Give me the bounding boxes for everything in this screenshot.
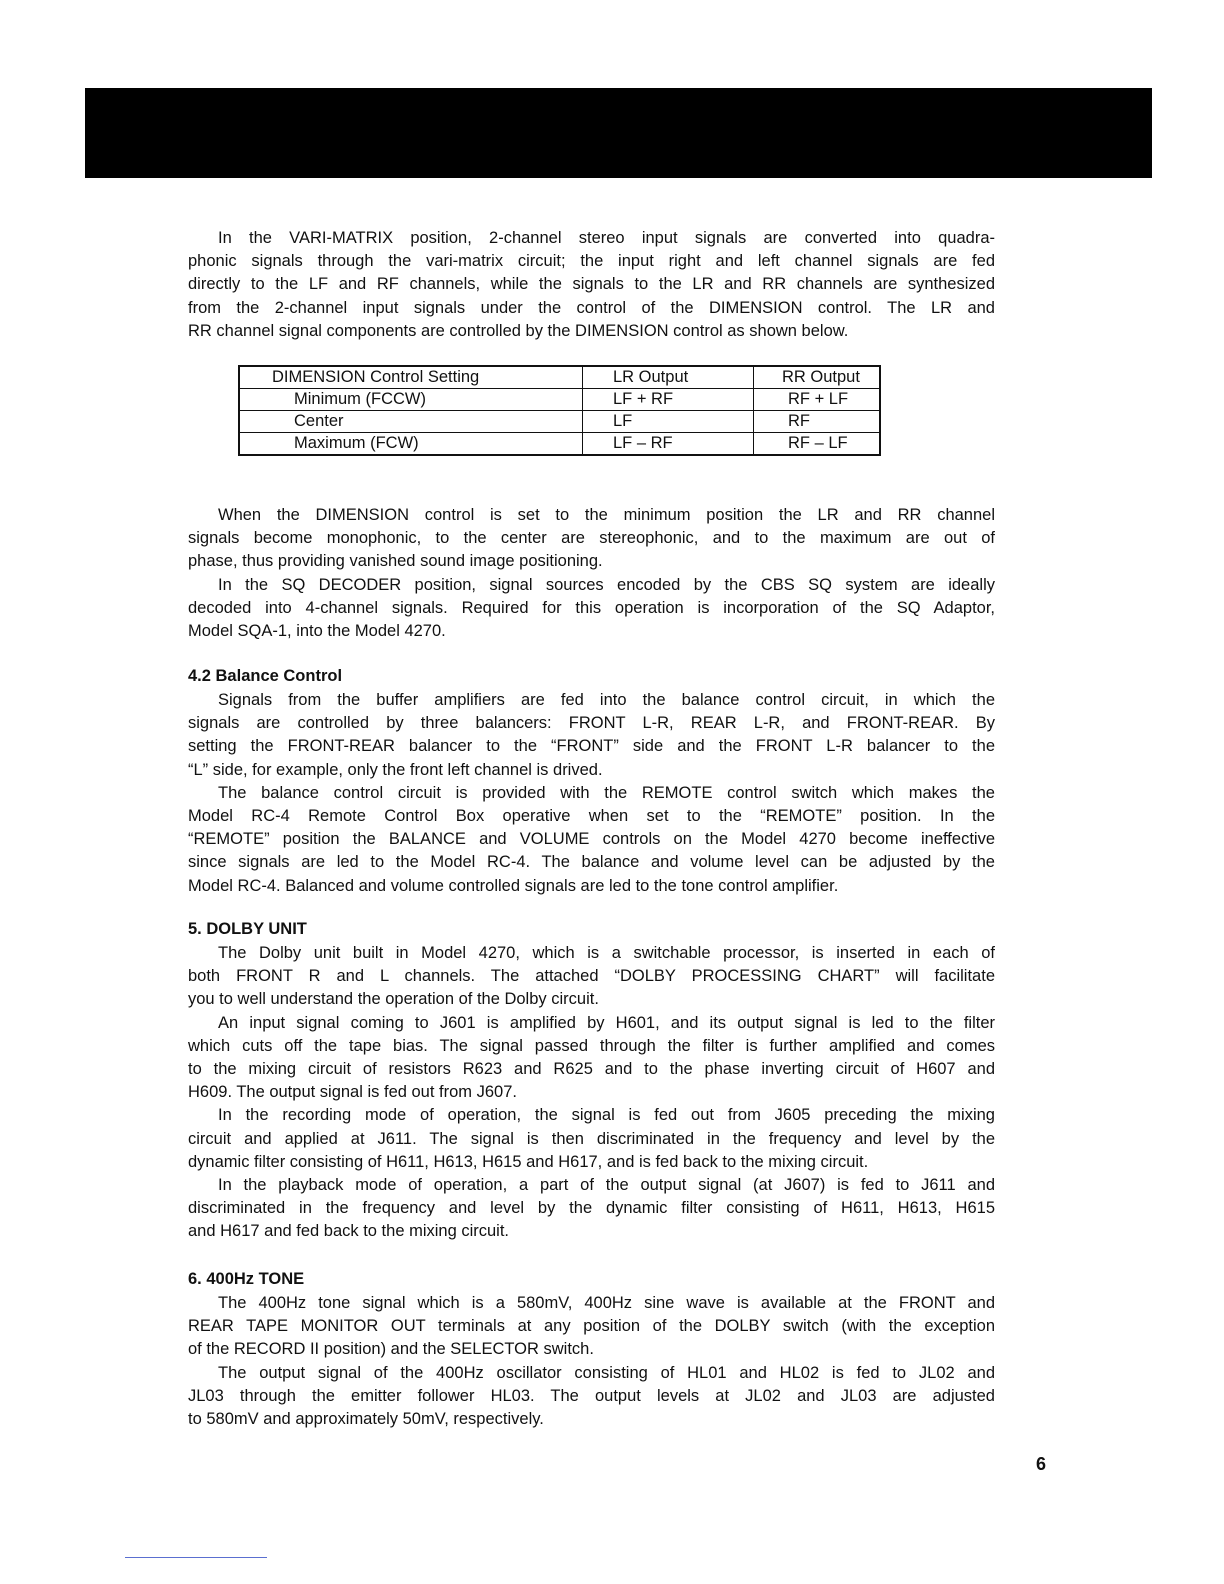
- text-line: The 400Hz tone signal which is a 580mV, 400Hz sine wave is available at the FRONT and: [218, 1294, 995, 1312]
- section-heading: 6. 400Hz TONE: [188, 1270, 305, 1288]
- section-body: [188, 689, 995, 898]
- section-balance-control: [188, 665, 995, 898]
- text-line: Model RC-4. Balanced and volume controlled signals are led to the tone control amplifier.: [188, 876, 839, 895]
- table-header: LR Output: [583, 366, 754, 389]
- dimension-explanation: [188, 504, 995, 643]
- text-line: The output signal of the 400Hz oscillator consisting of HL01 and HL02 is fed to JL02 and: [218, 1363, 995, 1382]
- section-body: [188, 942, 995, 1243]
- text-line: to the mixing circuit of resistors R623 and R625 and to the phase inverting circuit of H607 and: [188, 1059, 995, 1078]
- text-line: of the RECORD II position) and the SELECTOR switch.: [188, 1340, 594, 1359]
- text-line: Model RC-4 Remote Control Box operative when set to the “REMOTE” position. In the: [188, 806, 995, 825]
- table-cell: Center: [239, 411, 583, 433]
- text-line: discriminated in the frequency and level by the dynamic filter consisting of H611, H613, H615: [188, 1199, 995, 1218]
- text-line: phonic signals through the vari-matrix circuit; the input right and left channel signals are fed: [188, 252, 995, 271]
- text-line: Signals from the buffer amplifiers are fed into the balance control circuit, in which the: [218, 691, 995, 709]
- table-cell: LF: [583, 411, 754, 433]
- text-line: dynamic filter consisting of H611, H613, H615 and H617, and is fed back to the mixing circuit.: [188, 1152, 869, 1171]
- table-cell: LF – RF: [583, 433, 754, 456]
- text-line: from the 2-channel input signals under the control of the DIMENSION control. The LR and: [188, 298, 995, 317]
- text-line: phase, thus providing vanished sound image positioning.: [188, 552, 603, 571]
- text-line: which cuts off the tape bias. The signal passed through the filter is further amplified and comes: [188, 1036, 995, 1055]
- text-line: JL03 through the emitter follower HL03. The output levels at JL02 and JL03 are adjusted: [188, 1386, 995, 1405]
- footer-rule: [125, 1557, 267, 1558]
- text-line: The balance control circuit is provided with the REMOTE control switch which makes the: [218, 783, 995, 802]
- text-line: setting the FRONT-REAR balancer to the “FRONT” side and the FRONT L-R balancer to the: [188, 737, 995, 756]
- table-header: RR Output: [754, 366, 881, 389]
- text-line: In the SQ DECODER position, signal sources encoded by the CBS SQ system are ideally: [218, 575, 995, 594]
- section-dolby-unit: [188, 918, 995, 1243]
- table-cell: RF – LF: [754, 433, 881, 456]
- text-line: In the VARI-MATRIX position, 2-channel stereo input signals are converted into quadra-: [218, 229, 995, 247]
- text-line: signals become monophonic, to the center are stereophonic, and to the maximum are out of: [188, 529, 995, 548]
- table-cell: RF + LF: [754, 389, 881, 411]
- section-400hz-tone: [188, 1268, 995, 1431]
- table-cell: RF: [754, 411, 881, 433]
- table-row: [239, 411, 880, 433]
- text-line: since signals are led to the Model RC-4. The balance and volume level can be adjusted by the: [188, 853, 995, 872]
- text-line: An input signal coming to J601 is amplified by H601, and its output signal is led to the filter: [218, 1013, 995, 1032]
- text-line: “REMOTE” position the BALANCE and VOLUME controls on the Model 4270 become ineffective: [188, 830, 995, 849]
- dimension-table: [238, 365, 881, 456]
- table-header-row: [239, 366, 880, 389]
- text-line: you to well understand the operation of the Dolby circuit.: [188, 990, 599, 1009]
- text-line: circuit and applied at J611. The signal is then discriminated in the frequency and level by the: [188, 1129, 995, 1148]
- text-line: decoded into 4-channel signals. Required for this operation is incorporation of the SQ Adaptor,: [188, 598, 995, 617]
- table-row: [239, 389, 880, 411]
- header-banner: [85, 88, 1152, 178]
- section-heading: 4.2 Balance Control: [188, 667, 343, 685]
- section-body: [188, 1292, 995, 1431]
- text-line: REAR TAPE MONITOR OUT terminals at any position of the DOLBY switch (with the exception: [188, 1317, 995, 1336]
- text-line: In the recording mode of operation, the signal is fed out from J605 preceding the mixing: [218, 1106, 995, 1125]
- section-heading: 5. DOLBY UNIT: [188, 920, 307, 938]
- page-number: 6: [1036, 1454, 1047, 1474]
- text-line: and H617 and fed back to the mixing circuit.: [188, 1222, 510, 1241]
- intro-paragraph: [188, 227, 995, 343]
- text-line: When the DIMENSION control is set to the minimum position the LR and RR channel: [218, 506, 995, 524]
- text-line: Model SQA-1, into the Model 4270.: [188, 621, 446, 640]
- text-line: “L” side, for example, only the front left channel is drived.: [188, 760, 603, 779]
- table-cell: LF + RF: [583, 389, 754, 411]
- text-line: In the playback mode of operation, a part of the output signal (at J607) is fed to J611 and: [218, 1175, 995, 1194]
- table-row: [239, 433, 880, 456]
- text-line: directly to the LF and RF channels, while the signals to the LR and RR channels are synthesized: [188, 275, 995, 294]
- text-line: both FRONT R and L channels. The attached “DOLBY PROCESSING CHART” will facilitate: [188, 967, 995, 986]
- table-cell: Maximum (FCW): [239, 433, 583, 456]
- text-line: RR channel signal components are controlled by the DIMENSION control as shown below.: [188, 321, 849, 340]
- text-line: H609. The output signal is fed out from J607.: [188, 1083, 517, 1102]
- table-cell: Minimum (FCCW): [239, 389, 583, 411]
- table-header: DIMENSION Control Setting: [239, 366, 583, 389]
- text-line: signals are controlled by three balancers: FRONT L-R, REAR L-R, and FRONT-REAR. By: [188, 714, 995, 733]
- text-line: The Dolby unit built in Model 4270, which is a switchable processor, is inserted in each of: [218, 944, 995, 962]
- text-line: to 580mV and approximately 50mV, respectively.: [188, 1409, 544, 1428]
